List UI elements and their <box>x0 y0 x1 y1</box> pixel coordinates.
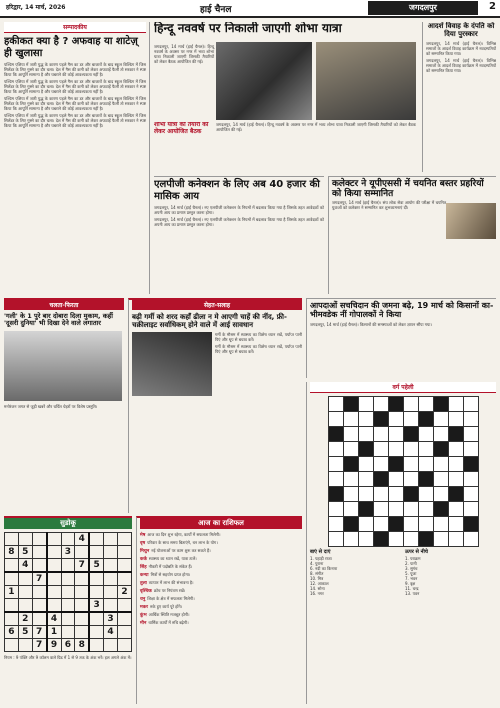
down-clue: 2. पानी <box>405 560 417 566</box>
rashifal-item <box>140 588 302 594</box>
bottom-right-headline: आपदाओं सचचिदान की जमना बढ़े, 19 मार्च को किसानों का-भीमवडेक नीं गोपालकों ने किया <box>310 301 494 320</box>
rashi-text: मित्रों से सहयोग प्राप्त होगा। <box>150 572 191 577</box>
sudoku-cell <box>75 586 89 599</box>
sudoku-cell <box>47 599 61 613</box>
sudoku-cell <box>61 599 75 613</box>
sudoku-cell: 1 <box>5 586 19 599</box>
sudoku-cell <box>5 572 19 586</box>
sudoku-cell: 7 <box>75 559 89 573</box>
across-clue: 6. नदी का किनारा <box>310 565 338 571</box>
sudoku-cell <box>118 626 132 639</box>
rashi-name: मकर <box>140 605 148 610</box>
sudoku-cell: 4 <box>47 612 61 626</box>
rashifal-panel <box>136 516 302 704</box>
lead-caption: शोभा यात्रा की तैयारी को लेकर आयोजित बैठक <box>154 122 209 135</box>
crossword-across <box>310 550 401 596</box>
rashi-text: रुके हुए कार्य पूरे होंगे। <box>150 604 183 609</box>
rashifal-item <box>140 580 302 586</box>
sudoku-cell <box>18 572 32 586</box>
sudoku-cell <box>47 572 61 586</box>
rashifal-item <box>140 548 302 554</box>
sudoku-cell <box>5 599 19 613</box>
across-clue: 1. पहाड़ी राजा <box>310 555 332 561</box>
down-clue: 3. सुगंध <box>405 565 418 571</box>
rashifal-item <box>140 612 302 618</box>
sudoku-cell: 7 <box>32 626 46 639</box>
rashifal-title: आज का राशिफल <box>140 518 302 529</box>
lead-photo <box>216 42 312 120</box>
rashifal-item <box>140 620 302 626</box>
health-body-2: गर्मी के मौसम में स्वास्थ्य का विशेष ध्यान रखें, पर्याप्त पानी पिएं और धूप से बचाव करें। <box>215 344 302 355</box>
sudoku-cell <box>61 612 75 626</box>
down-clue: 13. पवन <box>405 590 420 596</box>
sudoku-cell <box>32 586 46 599</box>
jalsa-body: मनोरंजन जगत से जुड़ी खबरें और चर्चित चेहरों पर विशेष प्रस्तुति। <box>4 403 98 409</box>
sudoku-cell <box>104 639 118 652</box>
sudoku-cell <box>104 572 118 586</box>
rashi-text: शिक्षा के क्षेत्र में सफलता मिलेगी। <box>147 596 195 601</box>
bottom-right-body: जगदलपुर, 14 मार्च (हाई चैनल)। किसानों की समस्याओं को लेकर ज्ञापन सौंपा गया। <box>310 322 432 328</box>
rashi-name: मेष <box>140 533 146 538</box>
sudoku-cell: 8 <box>75 639 89 652</box>
rashi-text: परिवार के साथ समय बिताएंगे, धन लाभ के योग। <box>147 540 218 545</box>
rashi-name: धनु <box>140 597 146 602</box>
sudoku-cell <box>118 533 132 546</box>
lead-body: जगदलपुर, 14 मार्च (हाई चैनल)। हिन्दू नववर्ष के अवसर पर नगर में भव्य शोभा यात्रा निकाली जाएगी जिसकी तैयारियों को लेकर बैठक आयोजित की गई। <box>154 44 214 64</box>
lead-photo-2 <box>316 42 416 120</box>
across-title: बाएं से दाएं <box>310 549 331 555</box>
rashi-text: स्वास्थ्य का ध्यान रखें, यात्रा टालें। <box>148 556 197 561</box>
sudoku-cell: 7 <box>32 572 46 586</box>
sudoku-cell <box>47 559 61 573</box>
sudoku-cell <box>5 559 19 573</box>
sudoku-cell: 9 <box>47 639 61 652</box>
rashi-text: धार्मिक कार्यों में रुचि बढ़ेगी। <box>148 620 189 625</box>
sudoku-cell <box>5 612 19 626</box>
page-number: 2 <box>489 1 496 12</box>
sudoku-cell <box>32 599 46 613</box>
sudoku-cell: 4 <box>104 626 118 639</box>
sudoku-cell <box>75 612 89 626</box>
rashi-name: मिथुन <box>140 549 150 554</box>
sudoku-cell <box>75 599 89 613</box>
sudoku-cell <box>75 626 89 639</box>
sudoku-cell: 5 <box>89 559 103 573</box>
sudoku-cell <box>89 533 103 546</box>
sudoku-cell <box>104 586 118 599</box>
rashi-name: कुंभ <box>140 613 147 618</box>
editorial-body: पश्चिम एशिया में जारी युद्ध के कारण पहले गैस का डर और बाजारों के बाद स्कूल बिल्डिंग में जिस सिलेंडर के लिए गुस्से का दौर चला। देश में गैस की कमी को लेकर अफवाहें फैलीं तो सरकार ने स्पष्ट किया कि आपूर्ति सामान्य है और घबराने की कोई आवश्यकता नहीं है। <box>4 62 146 77</box>
sudoku-cell <box>75 546 89 559</box>
sudoku-cell <box>18 533 32 546</box>
lead-body-2: जगदलपुर, 14 मार्च (हाई चैनल)। हिन्दू नववर्ष के अवसर पर नगर में भव्य शोभा यात्रा निकाली जाएगी जिसकी तैयारियों को लेकर बैठक आयोजित की गई। <box>216 122 416 132</box>
across-clue: 4. पुराना <box>310 560 324 566</box>
rashifal-item <box>140 540 302 546</box>
editorial-body-cont-3: पश्चिम एशिया में जारी युद्ध के कारण पहले गैस का डर और बाजारों के बाद स्कूल बिल्डिंग में जिस सिलेंडर के लिए गुस्से का दौर चला। देश में गैस की कमी को लेकर अफवाहें फैलीं तो सरकार ने स्पष्ट किया कि आपूर्ति सामान्य है और घबराने की कोई आवश्यकता नहीं है। <box>4 113 146 128</box>
collector-photo <box>446 203 496 239</box>
rashifal-item <box>140 596 302 602</box>
paper-name: हाई चैनल <box>200 5 232 15</box>
sudoku-cell: 5 <box>18 626 32 639</box>
jalsa-label: चलता-फिरता <box>4 300 124 310</box>
sudoku-cell <box>89 626 103 639</box>
rashi-name: मीन <box>140 621 147 626</box>
health-body: गर्मी के मौसम में स्वास्थ्य का विशेष ध्यान रखें, पर्याप्त पानी पिएं और धूप से बचाव करें। <box>215 332 302 343</box>
rashi-name: कर्क <box>140 557 147 562</box>
sudoku-cell: 6 <box>5 626 19 639</box>
sudoku-cell <box>5 533 19 546</box>
sudoku-cell <box>32 546 46 559</box>
across-clue: 14. सोना <box>310 585 325 591</box>
sudoku-cell: 3 <box>61 546 75 559</box>
health-label: सेहत-सलाह <box>132 300 302 310</box>
lpg-story <box>154 176 324 294</box>
rashi-name: वृश्चिक <box>140 589 152 594</box>
masthead <box>0 0 500 18</box>
sudoku-cell <box>89 572 103 586</box>
sudoku-cell <box>104 599 118 613</box>
sudoku-cell <box>47 533 61 546</box>
sudoku-cell <box>118 612 132 626</box>
collector-story <box>328 176 496 294</box>
sudoku-cell <box>47 546 61 559</box>
sudoku-cell <box>61 572 75 586</box>
lpg-body: जगदलपुर, 14 मार्च (हाई चैनल)। नए एलपीजी कनेक्शन के नियमों में बदलाव किया गया है जिसके तहत आवेदकों को अपनी आय का प्रमाण प्रस्तुत करना होगा। <box>154 205 324 215</box>
health-headline: बढ़ी गर्मी को शरद कहाँ ढीला न मे आएगी चाहें की नींद, फ्री-चक्रीलाइट सर्वाधिकम् होने वाले में आई सावधान <box>132 313 287 330</box>
collector-headline: कलेक्टर ने यूपीएससी में चयनित बस्तर प्रहरियों को किया सम्मानित <box>332 179 484 200</box>
rashi-name: तुला <box>140 581 147 586</box>
sudoku-cell <box>89 546 103 559</box>
down-clue: 11. चन्द्र <box>405 585 419 591</box>
bottom-right-story <box>306 298 496 378</box>
across-clue: 16. नगर <box>310 590 324 596</box>
sudoku-cell: 8 <box>5 546 19 559</box>
lpg-body-2: जगदलपुर, 14 मार्च (हाई चैनल)। नए एलपीजी कनेक्शन के नियमों में बदलाव किया गया है जिसके तहत आवेदकों को अपनी आय का प्रमाण प्रस्तुत करना होगा। <box>154 217 324 227</box>
sudoku-cell <box>89 586 103 599</box>
sudoku-cell <box>32 533 46 546</box>
rashi-name: कन्या <box>140 573 149 578</box>
sudoku-grid <box>4 532 132 652</box>
side-top-body-2: जगदलपुर, 14 मार्च (हाई चैनल)। विभिन्न समाजों के आदर्श विवाह कार्यक्रम में नवदम्पतियों को सम्मानित किया गया। <box>426 58 496 74</box>
sudoku-cell <box>75 572 89 586</box>
down-clue: 9. वृक्ष <box>405 580 416 586</box>
down-title: ऊपर से नीचे <box>405 549 428 555</box>
sudoku-cell <box>118 599 132 613</box>
rashifal-item <box>140 604 302 610</box>
down-clue: 1. पराक्रम <box>405 555 421 561</box>
sudoku-cell: 6 <box>61 639 75 652</box>
sudoku-cell <box>5 639 19 652</box>
rashi-text: नौकरी में पदोन्नति के संकेत हैं। <box>148 564 193 569</box>
sudoku-cell: 4 <box>18 559 32 573</box>
issue-date: हरिद्वार, 14 मार्च, 2026 <box>6 4 66 11</box>
sudoku-cell <box>104 533 118 546</box>
rashi-text: आर्थिक स्थिति मजबूत होगी। <box>148 612 190 617</box>
sudoku-cell: 3 <box>89 599 103 613</box>
jalsa-photo <box>4 331 122 401</box>
editorial-label: सम्पादकीय <box>4 22 146 33</box>
sudoku-cell <box>61 559 75 573</box>
sudoku-cell <box>61 533 75 546</box>
rashifal-list <box>140 532 302 626</box>
across-clue: 12. आकाश <box>310 580 329 586</box>
sudoku-cell <box>89 639 103 652</box>
lpg-headline: एलपीजी कनेक्शन के लिए अब 40 हजार की मासिक आय <box>154 179 320 202</box>
rashifal-item <box>140 572 302 578</box>
crossword-grid <box>328 396 479 547</box>
sudoku-cell: 2 <box>18 612 32 626</box>
rashi-text: आज का दिन शुभ रहेगा, कार्यों में सफलता मिलेगी। <box>147 532 221 537</box>
across-clue: 8. संगीत <box>310 570 324 576</box>
sudoku-cell <box>118 572 132 586</box>
sudoku-panel <box>4 516 132 704</box>
sudoku-cell <box>47 586 61 599</box>
sudoku-cell <box>118 546 132 559</box>
rashifal-item <box>140 532 302 538</box>
rashifal-item <box>140 556 302 562</box>
sudoku-cell <box>32 612 46 626</box>
across-clue: 10. मित्र <box>310 575 324 581</box>
crossword-down <box>405 550 496 596</box>
lead-story <box>154 22 418 172</box>
sudoku-cell <box>118 559 132 573</box>
down-clue: 7. भवन <box>405 575 418 581</box>
jalsa-headline: 'गली' के 1 पुरे बार दोबारा दिला मुकाम, कहीं 'दूसरी दुनिया' भी दिखा देने वाले लगातार <box>4 312 113 328</box>
collector-body: जगदलपुर, 14 मार्च (हाई चैनल)। संघ लोक सेवा आयोग की परीक्षा में चयनित युवाओं को कलेक्टर ने सम्मानित कर शुभकामनाएं दीं। <box>332 199 446 210</box>
sudoku-cell: 5 <box>18 546 32 559</box>
editorial-headline: हकीकत क्या है ? अफवाह या शाटेज़् ही खुलासा <box>4 36 138 59</box>
rashi-name: सिंह <box>140 565 147 570</box>
side-top-body: जगदलपुर, 14 मार्च (हाई चैनल)। विभिन्न समाजों के आदर्श विवाह कार्यक्रम में नवदम्पतियों को सम्मानित किया गया। <box>426 41 496 57</box>
sudoku-cell: 4 <box>75 533 89 546</box>
sudoku-cell <box>104 559 118 573</box>
sudoku-cell: 7 <box>32 639 46 652</box>
sudoku-cell <box>104 546 118 559</box>
sudoku-title: सुडोकू <box>4 518 132 529</box>
rashi-text: नई योजनाओं पर काम शुरू कर सकते हैं। <box>151 548 211 553</box>
side-top-story <box>422 22 496 172</box>
sudoku-cell <box>32 559 46 573</box>
rashi-name: वृष <box>140 541 146 546</box>
sudoku-cell <box>18 599 32 613</box>
crossword-title: वर्ग पहेली <box>310 382 496 393</box>
editorial-column <box>4 22 150 294</box>
health-column <box>128 298 302 513</box>
edition-city: जगदलपुर <box>368 1 478 15</box>
sudoku-cell <box>61 586 75 599</box>
sudoku-cell: 2 <box>118 586 132 599</box>
rashifal-item <box>140 564 302 570</box>
down-clue: 5. पूजा <box>405 570 417 576</box>
sudoku-cell <box>118 639 132 652</box>
editorial-body-cont: पश्चिम एशिया में जारी युद्ध के कारण पहले गैस का डर और बाजारों के बाद स्कूल बिल्डिंग में जिस सिलेंडर के लिए गुस्से का दौर चला। देश में गैस की कमी को लेकर अफवाहें फैलीं तो सरकार ने स्पष्ट किया कि आपूर्ति सामान्य है और घबराने की कोई आवश्यकता नहीं है। <box>4 79 146 94</box>
sudoku-note: नियम : 9 पंक्ति और 9 कॉलम वाले ग्रिड में 1 से 9 तक के अंक भरें। हल अगले अंक में। <box>4 655 132 660</box>
sudoku-cell <box>61 626 75 639</box>
sudoku-cell: 1 <box>47 626 61 639</box>
jalsa-column <box>4 298 124 513</box>
sudoku-cell <box>89 612 103 626</box>
rashi-text: व्यापार में लाभ की संभावना है। <box>148 580 194 585</box>
sudoku-cell <box>18 586 32 599</box>
rashi-text: क्रोध पर नियंत्रण रखें। <box>153 588 186 593</box>
sudoku-cell: 3 <box>104 612 118 626</box>
sudoku-cell <box>18 639 32 652</box>
health-photo <box>132 332 212 396</box>
crossword-panel <box>306 382 496 704</box>
editorial-body-cont-2: पश्चिम एशिया में जारी युद्ध के कारण पहले गैस का डर और बाजारों के बाद स्कूल बिल्डिंग में जिस सिलेंडर के लिए गुस्से का दौर चला। देश में गैस की कमी को लेकर अफवाहें फैलीं तो सरकार ने स्पष्ट किया कि आपूर्ति सामान्य है और घबराने की कोई आवश्यकता नहीं है। <box>4 96 146 111</box>
lead-headline: हिन्दू नववर्ष पर निकाली जाएगी शोभा यात्रा <box>154 22 342 35</box>
side-top-headline: आदर्श विवाह के दंपति को दिया पुरस्कार <box>427 22 495 39</box>
